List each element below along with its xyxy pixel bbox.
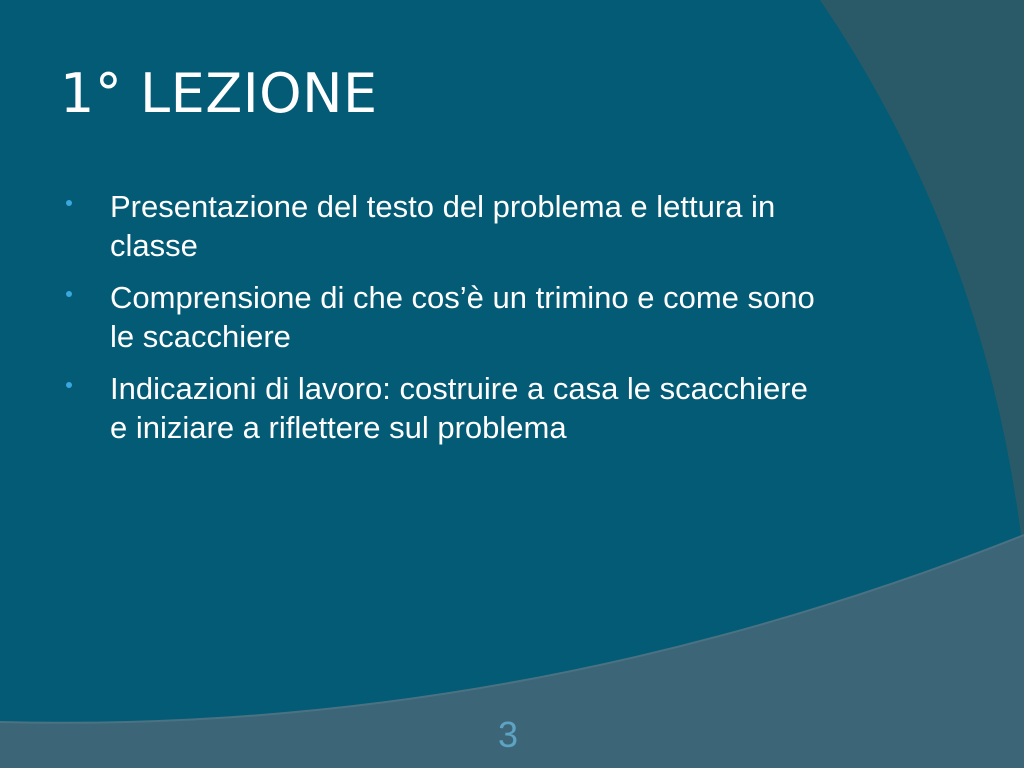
- bullet-text: Comprensione di che cos’è un trimino e come sono le scacchiere: [110, 280, 815, 354]
- bullet-text: Presentazione del testo del problema e lettura in classe: [110, 189, 776, 263]
- bullet-icon: [66, 382, 72, 388]
- slide-number: 3: [498, 714, 519, 755]
- bullet-icon: [66, 200, 72, 206]
- bullet-item: [66, 187, 826, 265]
- bullet-icon: [66, 291, 72, 297]
- slide-title: 1° LEZIONE: [60, 62, 378, 125]
- bullet-list: [66, 187, 826, 460]
- bullet-item: [66, 278, 826, 356]
- bullet-item: [66, 369, 826, 447]
- bullet-text: Indicazioni di lavoro: costruire a casa le scacchiere e iniziare a riflettere sul problema: [110, 371, 808, 445]
